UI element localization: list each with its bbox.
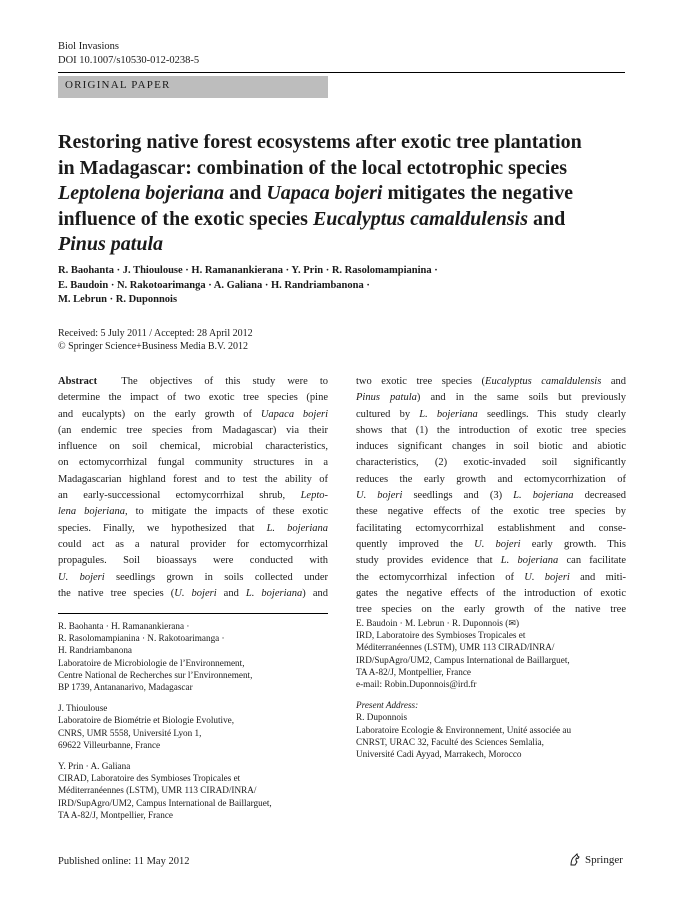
copyright: © Springer Science+Business Media B.V. 2012 (58, 341, 248, 352)
present-address-label: Present Address: (356, 700, 419, 711)
abstract-line: on ectomycorrhizal fungal community structures in a (58, 457, 328, 469)
affiliations-right (356, 617, 636, 769)
abstract-line: could act as a natural provider for ectomycorrhizal (58, 538, 328, 550)
abstract-line: Pinus patula) and in the same soils but previously (356, 392, 626, 404)
affiliation-block: E. Baudoin · M. Lebrun · R. Duponnois (✉) IRD, Laboratoire des Symbioses Tropicales et Méditerranéennes (LSTM), UMR 113 CIRAD/INRA/ IRD/SupAgro/UM2, Campus International de Baillarguet, TA A-82/J, Montpellier, France e-mail: Robin.Duponnois@ird.fr (356, 618, 570, 690)
abstract-line: facilitating ectomycorrhizal establishment and conse- (356, 522, 626, 534)
publisher-logo (568, 853, 623, 867)
published-online: Published online: 11 May 2012 (58, 856, 190, 867)
affiliation-block: J. Thioulouse Laboratoire de Biométrie et Biologie Evolutive, CNRS, UMR 5558, Université Lyon 1, 69622 Villeurbanne, France (58, 703, 235, 750)
abstract-line: influence on soil chemical, microbial characteristics, (58, 441, 328, 453)
abstract-line: tree species on the early growth of the native tree (356, 604, 626, 616)
header-rule (58, 72, 625, 73)
abstract-line: U. bojeri seedlings and (3) L. bojeriana decreased (356, 490, 627, 502)
author-list (58, 264, 598, 308)
abstract-line: shows that (1) the introduction of exotic tree species (356, 424, 626, 436)
abstract-line: cultured by L. bojeriana seedlings. This study clearly (356, 408, 627, 420)
email[interactable]: e-mail: Robin.Duponnois@ird.fr (356, 679, 477, 690)
abstract-line: reduces the early growth and ectomycorrhization of (356, 473, 626, 485)
abstract-right-column (356, 374, 626, 618)
abstract-line: lena bojeriana, to mitigate the impacts of these exotic (58, 506, 328, 518)
journal-name: Biol Invasions (58, 41, 119, 52)
abstract-line: (an endemic tree species from Madagascar) via their (58, 424, 328, 436)
abstract-line: and eucalypts) on the early growth of Uapaca bojeri (58, 408, 328, 420)
abstract-line: propagules. Soil bioassays were conducted with (58, 555, 328, 567)
received-accepted: Received: 5 July 2011 / Accepted: 28 April 2012 (58, 328, 253, 339)
envelope-icon: ✉ (508, 618, 517, 628)
affiliation-block: Y. Prin · A. Galiana CIRAD, Laboratoire des Symbioses Tropicales et Méditerranéennes (LSTM), UMR 113 CIRAD/INRA/ IRD/SupAgro/UM2, Campus International de Baillarguet, TA A-82/J, Montpellier, France (58, 761, 272, 820)
abstract-line: two exotic tree species (Eucalyptus camaldulensis and (356, 376, 626, 387)
abstract-line: determine the impact of two exotic tree species (pine (58, 392, 328, 404)
abstract-line: these negative effects of the exotic tree species by (356, 506, 626, 518)
affiliations-left (58, 620, 338, 830)
affiliation-block: Present Address: R. Duponnois Laboratoire Ecologie & Environnement, Unité associée au CNRST, URAC 32, Faculté des Sciences Semlalia, Université Cadi Ayyad, Marrakech, Morocco (356, 700, 572, 760)
abstract-line: characteristics, (2) exotic-invaded soil significantly (356, 457, 626, 469)
affiliation-rule (58, 613, 328, 614)
abstract-line: study provides evidence that L. bojeriana can facilitate (356, 555, 627, 567)
author-line: M. Lebrun · R. Duponnois (58, 294, 178, 305)
doi: DOI 10.1007/s10530-012-0238-5 (58, 55, 200, 66)
abstract-line: an early-successional ectomycorrhizal shrub, Lepto- (58, 490, 328, 502)
article-type-band (58, 76, 328, 98)
author-line: E. Baudoin · N. Rakotoarimanga · A. Galiana · H. Randriambanona · (58, 279, 370, 291)
abstract-line: induces significant changes in soil biotic and abiotic (356, 441, 626, 453)
abstract-line: gates the negative effects of the introduction of exotic (356, 587, 626, 599)
author-line: R. Baohanta · J. Thioulouse · H. Ramanankierana · Y. Prin · R. Rasolomampianina · (58, 265, 438, 276)
paper-title: Restoring native forest ecosystems after exotic tree plantation in Madagascar: combination of the local ectotrophic species Leptolena bojeriana and Uapaca bojeri mitigates the negative influence of the exotic species Eucalyptus camaldulensis and Pinus patula (58, 131, 582, 255)
affiliation-block: R. Baohanta · H. Ramanankierana · R. Rasolomampianina · N. Rakotoarimanga · H. Randriambanona Laboratoire de Microbiologie de l’Environnement, Centre National de Recherches sur l’Environnement, BP 1739, Antananarivo, Madagascar (58, 621, 253, 693)
abstract-line: Madagascarian highland forest and to test the ability of (58, 473, 328, 485)
abstract-left-column (58, 374, 328, 602)
abstract-line: quently improved the U. bojeri early growth. This (356, 538, 626, 550)
abstract-line: the native tree species (U. bojeri and L. bojeriana) and (58, 587, 328, 599)
springer-horse-icon (568, 853, 582, 867)
abstract-line: Abstract The objectives of this study were to (58, 376, 328, 387)
article-type: ORIGINAL PAPER (65, 79, 171, 91)
abstract-line: species. Finally, we hypothesized that L. bojeriana (58, 522, 329, 534)
abstract-line: U. bojeri seedlings grown in soils collected under (58, 571, 328, 583)
journal-header (58, 40, 199, 68)
publisher-name: Springer (585, 854, 623, 866)
publication-dates (58, 327, 253, 353)
abstract-line: the ectomycorrhizal infection of U. bojeri and miti- (356, 571, 626, 583)
abstract-heading: Abstract (58, 376, 98, 387)
